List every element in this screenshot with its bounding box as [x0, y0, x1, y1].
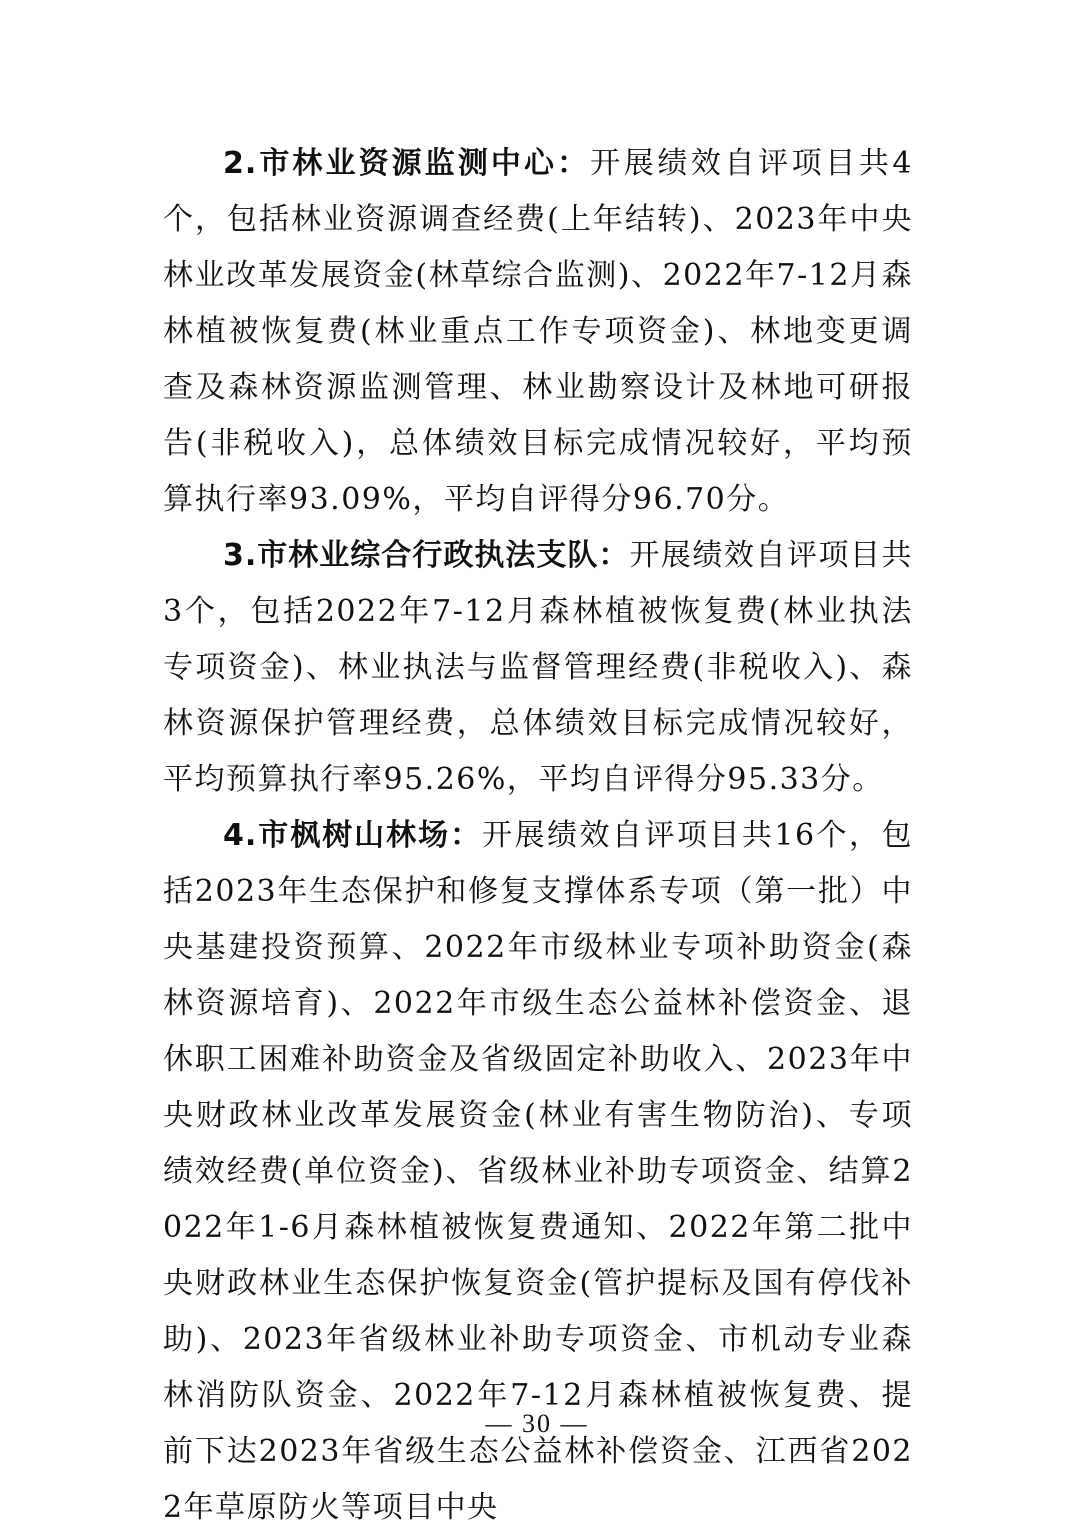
paragraph-heading: 3.市林业综合行政执法支队： — [223, 538, 630, 573]
paragraph-text: 开展绩效自评项目共4个，包括林业资源调查经费(上年结转)、2023年中央林业改革发展资金(林草综合监测)、2022年7-12月森林植被恢复费(林业重点工作专项资金)、林地变更调查及森林资源监测管理、林业勘察设计及林地可研报告(非税收入)，总体绩效目标完成情况较好，平均预算执行率93.09%，平均自评得分96.70分。 — [163, 146, 913, 517]
paragraph-text: 开展绩效自评项目共3个，包括2022年7-12月森林植被恢复费(林业执法专项资金)、林业执法与监督管理经费(非税收入)、森林资源保护管理经费，总体绩效目标完成情况较好，平均预算执行率95.26%，平均自评得分95.33分。 — [163, 538, 913, 797]
page-number: — 30 — — [485, 1409, 589, 1438]
body-text — [163, 136, 913, 1536]
paragraph-monitoring-center — [163, 136, 913, 528]
paragraph-heading: 2.市林业资源监测中心： — [223, 146, 591, 181]
paragraph-heading: 4.市枫树山林场： — [223, 818, 483, 853]
paragraph-law-enforcement — [163, 528, 913, 808]
paragraph-text: 开展绩效自评项目共16个，包括2023年生态保护和修复支撑体系专项（第一批）中央基建投资预算、2022年市级林业专项补助资金(森林资源培育)、2022年市级生态公益林补偿资金、退休职工困难补助资金及省级固定补助收入、2023年中央财政林业改革发展资金(林业有害生物防治)、专项绩效经费(单位资金)、省级林业补助专项资金、结算2022年1-6月森林植被恢复费通知、2022年第二批中央财政林业生态保护恢复资金(管护提标及国有停伐补助)、2023年省级林业补助专项资金、市机动专业森林消防队资金、2022年7-12月森林植被恢复费、提前下达2023年省级生态公益林补偿资金、江西省2022年草原防火等项目中央 — [163, 818, 913, 1525]
